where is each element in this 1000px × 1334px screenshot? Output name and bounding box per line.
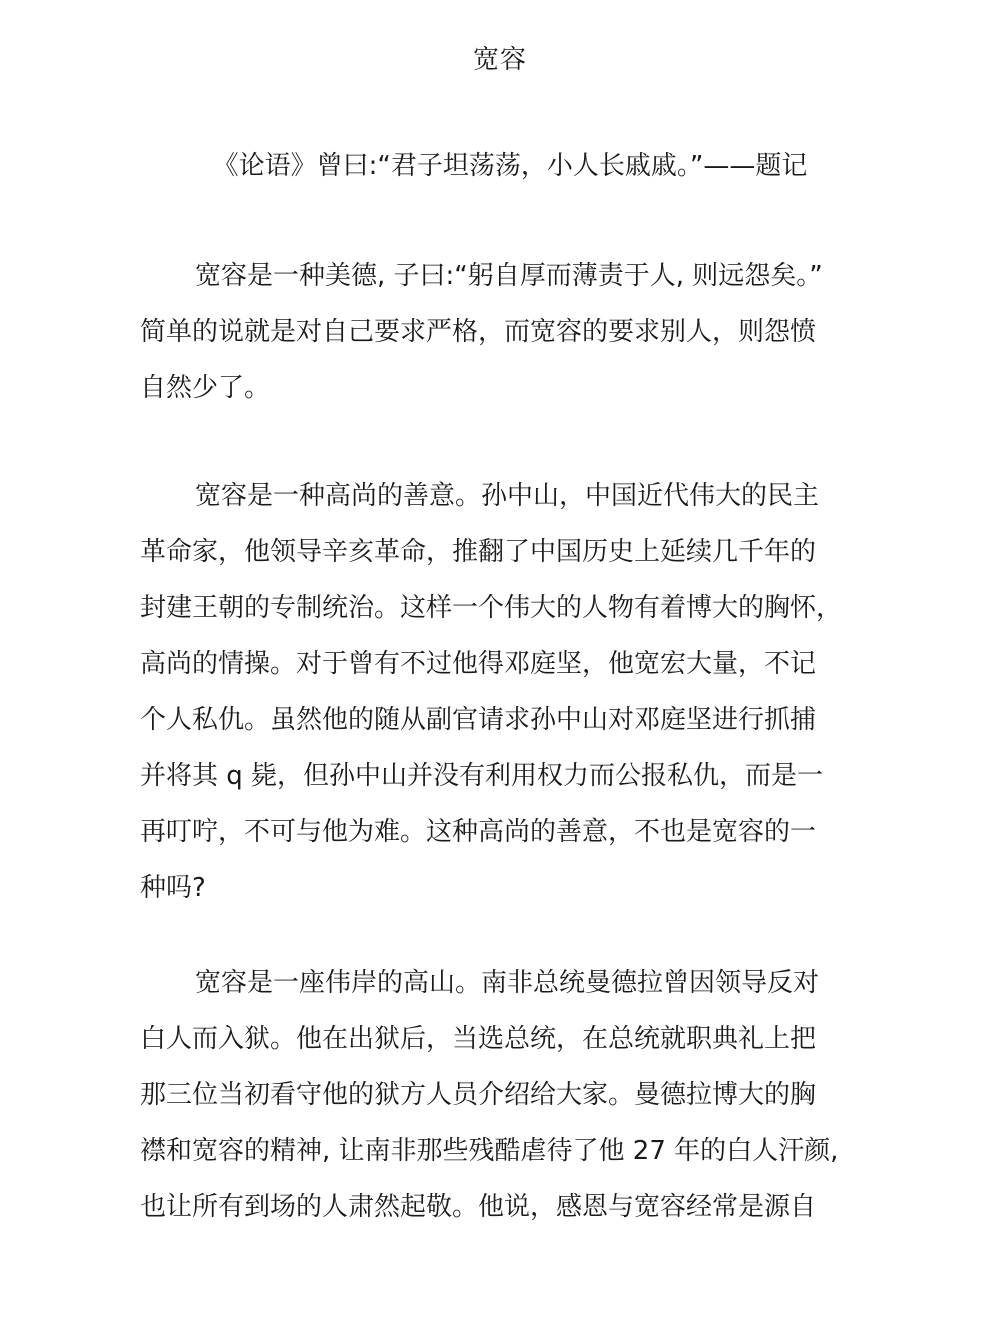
paragraph-line: 简单的说就是对自己要求严格，而宽容的要求别人，则怨愤 bbox=[140, 317, 817, 347]
paragraph-line: 再叮咛，不可与他为难。这种高尚的善意，不也是宽容的一 bbox=[140, 817, 817, 847]
paragraph-3 bbox=[140, 955, 860, 1235]
paragraph-line: 革命家，他领导辛亥革命，推翻了中国历史上延续几千年的 bbox=[140, 537, 817, 567]
paragraph-line: 宽容是一种美德, 子曰:“躬自厚而薄责于人, 则远怨矣。” bbox=[195, 261, 823, 291]
paragraph-line: 封建王朝的专制统治。这样一个伟大的人物有着博大的胸怀， bbox=[140, 593, 843, 623]
paragraph-2 bbox=[140, 468, 860, 916]
paragraph-line: 白人而入狱。他在出狱后，当选总统，在总统就职典礼上把 bbox=[140, 1024, 817, 1054]
paragraph-1 bbox=[140, 248, 860, 416]
paragraph-line: 那三位当初看守他的狱方人员介绍给大家。曼德拉博大的胸 bbox=[140, 1080, 817, 1110]
paragraph-line: 个人私仇。虽然他的随从副官请求孙中山对邓庭坚进行抓捕 bbox=[140, 705, 817, 735]
paragraph-line: 襟和宽容的精神, 让南非那些残酷虐待了他 27 年的白人汗颜, bbox=[140, 1136, 839, 1166]
paragraph-line: 宽容是一座伟岸的高山。南非总统曼德拉曾因领导反对 bbox=[195, 968, 820, 998]
paragraph-line: 并将其 q 毙，但孙中山并没有利用权力而公报私仇，而是一 bbox=[140, 761, 824, 791]
paragraph-line: 自然少了。 bbox=[140, 373, 271, 403]
paragraph-line: 种吗? bbox=[140, 873, 206, 903]
epigraph: 《论语》曾曰:“君子坦荡荡，小人长戚戚。”——题记 bbox=[212, 151, 808, 181]
document-title: 宽容 bbox=[472, 45, 527, 75]
paragraph-line: 也让所有到场的人肃然起敬。他说，感恩与宽容经常是源自 bbox=[140, 1192, 817, 1222]
paragraph-line: 高尚的情操。对于曾有不过他得邓庭坚，他宽宏大量，不记 bbox=[140, 649, 817, 679]
paragraph-line: 宽容是一种高尚的善意。孙中山，中国近代伟大的民主 bbox=[195, 481, 820, 511]
